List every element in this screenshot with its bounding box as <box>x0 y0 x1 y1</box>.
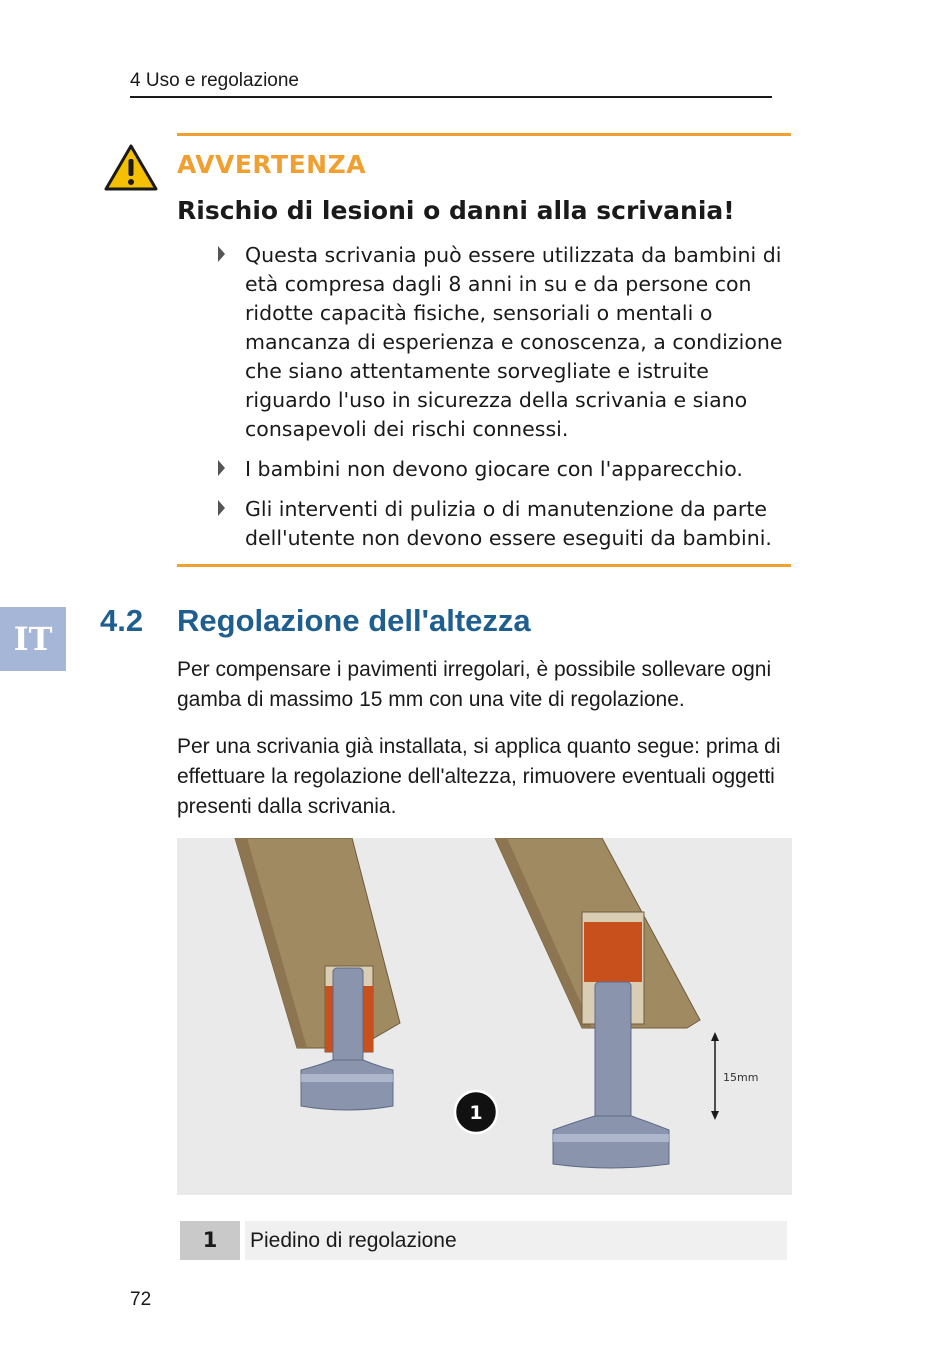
adjustment-figure <box>177 838 792 1195</box>
callout-number: 1 <box>469 1102 483 1124</box>
section-paragraph: Per compensare i pavimenti irregolari, è possibile sollevare ogni gamba di massimo 15 mm con una vite di regolazione. <box>177 658 772 711</box>
warning-label: AVVERTENZA <box>177 150 367 179</box>
dimension-arrow <box>711 1032 719 1120</box>
warning-icon <box>104 143 158 191</box>
legend-number: 1 <box>180 1221 240 1260</box>
chapter-header: 4 Uso e regolazione <box>130 70 299 91</box>
warning-bottom-rule <box>177 564 791 567</box>
legend-text: Piedino di regolazione <box>245 1221 787 1260</box>
warning-item: I bambini non devono giocare con l'apparecchio. <box>214 455 794 484</box>
page-number: 72 <box>130 1289 152 1310</box>
callout-marker <box>455 1091 497 1133</box>
section-number: 4.2 <box>100 603 144 638</box>
dimension-label: 15mm <box>723 1071 759 1084</box>
leveling-foot-illustration <box>177 838 792 1195</box>
warning-item: Questa scrivania può essere utilizzata da bambini di età compresa dagli 8 anni in su e da persone con ridotte capacità fisiche, sensoriali o mentali o mancanza di esperienza e conoscenza, a condizione che siano attentamente sorvegliate e istruite riguardo l'uso in sicurezza della scrivania e siano consapevoli dei rischi connessi. <box>214 241 794 444</box>
language-tab: IT <box>0 607 66 671</box>
header-rule <box>130 96 772 98</box>
bullet-arrow-icon <box>218 246 225 262</box>
warning-title: Rischio di lesioni o danni alla scrivania! <box>177 196 735 225</box>
warning-list <box>214 241 794 564</box>
warning-item: Gli interventi di pulizia o di manutenzione da parte dell'utente non devono essere eseguiti da bambini. <box>214 495 794 553</box>
bullet-arrow-icon <box>218 500 225 516</box>
bullet-arrow-icon <box>218 460 225 476</box>
left-table-leg <box>235 838 400 1052</box>
warning-top-rule <box>177 133 791 136</box>
section-title: Regolazione dell'altezza <box>177 603 531 638</box>
section-paragraph: Per una scrivania già installata, si applica quanto segue: prima di effettuare la regolazione dell'altezza, rimuovere eventuali oggetti presenti dalla scrivania. <box>177 735 781 818</box>
